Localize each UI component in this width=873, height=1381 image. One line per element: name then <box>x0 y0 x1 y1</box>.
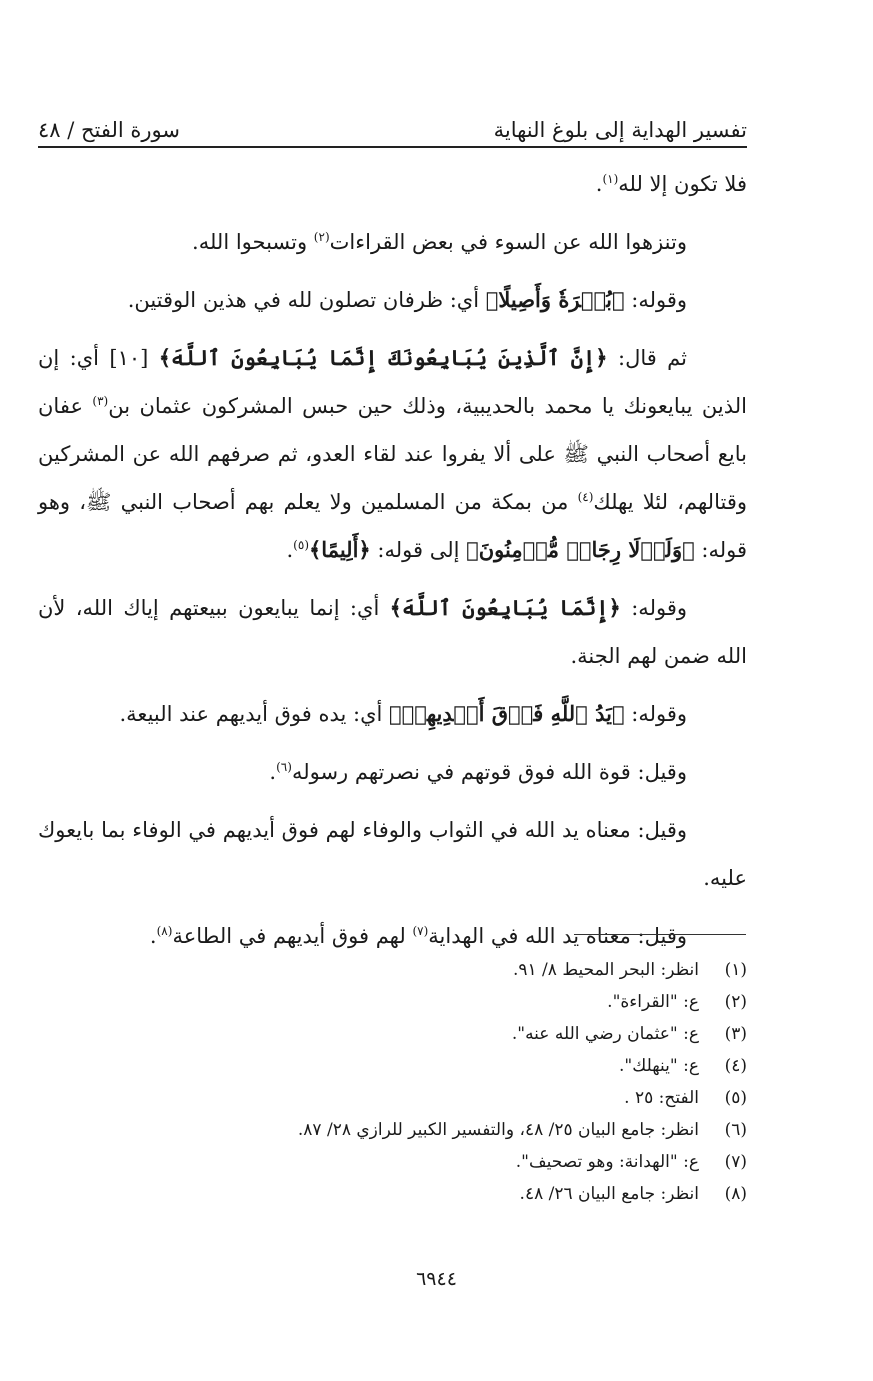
footnote-text: ع: "عثمان رضي الله عنه". <box>511 1024 699 1044</box>
book-title: تفسير الهداية إلى بلوغ النهاية <box>493 118 747 142</box>
paragraph <box>38 748 747 796</box>
footnote-reference: (٦) <box>276 760 292 774</box>
paragraph-text: ثم قال: <box>607 346 687 370</box>
paragraph <box>38 218 747 266</box>
paragraph-text: وقيل: معناه يد الله في الهداية <box>428 924 687 948</box>
paragraph-text: فلا تكون إلا لله <box>618 172 747 196</box>
paragraph <box>38 584 747 680</box>
footnote-reference: (٥) <box>293 538 309 552</box>
paragraph-text: وقوله: <box>624 288 687 312</box>
quran-quote: ﴿أَلِيمًا﴾ <box>309 537 371 562</box>
paragraph <box>38 806 747 902</box>
quran-quote: ﴿بُكۡرَةٗ وَأَصِيلًا﴾ <box>485 287 625 312</box>
paragraph-text: من بمكة من المسلمين ولا يعلم بهم أصحاب النبي ﷺ، وهو قوله: <box>38 490 747 562</box>
surah-label: سورة الفتح / ٤٨ <box>38 118 180 142</box>
quran-quote: ﴿إِنَّ ٱلَّذِينَ يُبَايِعُونَكَ إِنَّمَا يُبَايِعُونَ ٱللَّهَ﴾ <box>158 345 608 370</box>
paragraph <box>38 912 747 960</box>
paragraph-text: وتنزهوا الله عن السوء في بعض القراءات <box>329 230 687 254</box>
footnote-number: (٦) <box>724 1120 747 1140</box>
footnote-reference: (٧) <box>412 924 429 938</box>
paragraph-text: [١٠] أي: إن الذين يبايعونك يا محمد بالحديبية، وذلك حين حبس المشركون عثمان بن <box>38 346 747 418</box>
footnote-rule <box>574 934 746 935</box>
body-text <box>38 160 747 960</box>
footnote-text: الفتح: ٢٥ . <box>624 1088 699 1108</box>
footnote <box>38 986 747 1018</box>
footnote-text: ع: "القراءة". <box>607 992 699 1012</box>
footnote-text: انظر: جامع البيان ٢٥/ ٤٨، والتفسير الكبير للرازي ٢٨/ ٨٧. <box>297 1120 699 1140</box>
paragraph-text: . <box>286 538 294 562</box>
footnote-number: (٧) <box>724 1152 747 1172</box>
paragraph-text: وتسبحوا الله. <box>192 230 314 254</box>
footnote-reference: (٨) <box>156 924 173 938</box>
paragraph-text: وقوله: <box>620 596 687 620</box>
paragraph <box>38 160 747 208</box>
footnote <box>38 1050 747 1082</box>
running-header <box>38 100 747 142</box>
paragraph <box>38 334 747 574</box>
footnote-number: (٤) <box>724 1056 747 1076</box>
footnotes <box>38 954 747 1210</box>
paragraph-text: وقوله: <box>624 702 687 726</box>
footnote-number: (٥) <box>724 1088 747 1108</box>
header-rule <box>38 146 747 148</box>
paragraph-text: . <box>595 172 603 196</box>
paragraph-text: وقيل: قوة الله فوق قوتهم في نصرتهم رسوله <box>291 760 687 784</box>
footnote <box>38 1082 747 1114</box>
paragraph <box>38 276 747 324</box>
page-number: ٦٩٤٤ <box>416 1268 457 1290</box>
footnote-text: ع: "الهدانة: وهو تصحيف". <box>515 1152 699 1172</box>
footnote <box>38 954 747 986</box>
footnote <box>38 1114 747 1146</box>
footnote-text: انظر: البحر المحيط ٨/ ٩١. <box>512 960 699 980</box>
paragraph-text: وقيل: معناه يد الله في الثواب والوفاء لهم فوق أيديهم في الوفاء بما بايعوك عليه. <box>38 818 747 890</box>
paragraph-text: إلى قوله: <box>370 538 467 562</box>
paragraph-text: عفان بايع أصحاب النبي ﷺ على ألا يفروا عند لقاء العدو، ثم صرفهم الله عن المشركين وقتالهم، لئلا يهلك <box>38 394 747 514</box>
footnote <box>38 1178 747 1210</box>
footnote-text: ع: "ينهلك". <box>619 1056 699 1076</box>
footnote-reference: (١) <box>602 172 619 186</box>
footnote-number: (٢) <box>724 992 747 1012</box>
quran-quote: ﴿إِنَّمَا يُبَايِعُونَ ٱللَّهَ﴾ <box>389 595 621 620</box>
paragraph <box>38 690 747 738</box>
quran-quote: ﴿وَلَوۡلَا رِجَالٞ مُّؤۡمِنُونَ﴾ <box>466 537 695 562</box>
footnote <box>38 1146 747 1178</box>
footnote-reference: (٤) <box>577 490 594 504</box>
footnote-number: (٣) <box>724 1024 747 1044</box>
footnote-number: (٨) <box>724 1184 747 1204</box>
footnote-text: انظر: جامع البيان ٢٦/ ٤٨. <box>519 1184 699 1204</box>
footnote <box>38 1018 747 1050</box>
paragraph-text: لهم فوق أيديهم في الطاعة <box>172 924 413 948</box>
paragraph-text: أي: ظرفان تصلون لله في هذين الوقتين. <box>127 288 486 312</box>
footnote-reference: (٣) <box>92 394 109 408</box>
quran-quote: ﴿يَدُ ٱللَّهِ فَوۡقَ أَيۡدِيهِمۡ﴾ <box>389 701 625 726</box>
paragraph-text: أي: إنما يبايعون ببيعتهم إياك الله، لأن الله ضمن لهم الجنة. <box>38 596 747 668</box>
paragraph-text: أي: يده فوق أيديهم عند البيعة. <box>119 702 390 726</box>
paragraph-text: . <box>149 924 157 948</box>
paragraph-text: . <box>269 760 277 784</box>
footnote-reference: (٢) <box>313 230 330 244</box>
footnote-number: (١) <box>724 960 747 980</box>
